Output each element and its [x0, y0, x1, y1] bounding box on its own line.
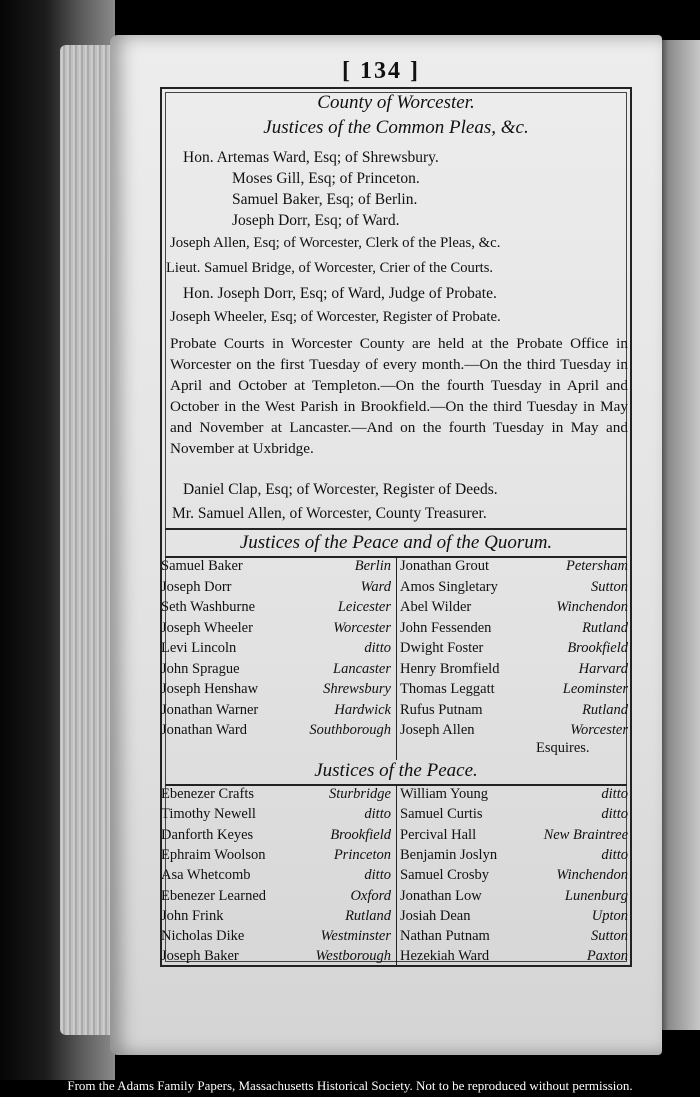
justice-town: Southborough [309, 722, 391, 738]
justice-name: Abel Wilder [400, 599, 472, 615]
justice-name: Joseph Allen [400, 722, 475, 738]
justice-town: Brookfield [330, 826, 391, 843]
clerk-line: Joseph Allen, Esq; of Worcester, Clerk of the Pleas, &c. [170, 235, 501, 251]
county-title: County of Worcester. [317, 92, 475, 113]
justice-name: Rufus Putnam [400, 701, 483, 718]
justice-town: Worcester [570, 722, 628, 738]
justice-row [161, 681, 391, 701]
justice-town: ditto [364, 867, 391, 884]
justice-name: Asa Whetcomb [161, 867, 251, 884]
justice-name: Josiah Dean [400, 907, 471, 924]
justice-town: Sutton [590, 578, 628, 595]
justice-town: Shrewsbury [323, 681, 391, 697]
justice-row [161, 640, 391, 660]
justice-town: Upton [591, 907, 628, 924]
justice-town: ditto [601, 806, 628, 823]
justice-name: Hezekiah Ward [400, 948, 490, 965]
justice-row [400, 827, 628, 847]
judge-probate-line: Hon. Joseph Dorr, Esq; of Ward, Judge of Probate. [183, 285, 497, 302]
justice-town: Lunenburg [564, 887, 628, 904]
justice-name: Jonathan Warner [161, 701, 259, 718]
archive-credit-footer: From the Adams Family Papers, Massachusetts Historical Society. Not to be reproduced without permission. [67, 1078, 633, 1093]
justice-name: Samuel Baker [161, 558, 243, 574]
justice-name: Benjamin Joslyn [400, 846, 498, 863]
justice-town: Princeton [333, 846, 391, 863]
justice-name: William Young [400, 786, 489, 802]
justice-row [161, 928, 391, 948]
justice-name: Samuel Crosby [400, 867, 490, 884]
treasurer-line: Mr. Samuel Allen, of Worcester, County Treasurer. [172, 505, 487, 522]
justice-row [400, 579, 628, 599]
justice-town: ditto [364, 640, 391, 656]
justice-name: Danforth Keyes [161, 826, 254, 843]
justice-name: Joseph Henshaw [161, 681, 259, 697]
justice-row [161, 847, 391, 867]
justice-row [400, 558, 628, 578]
column-divider [396, 784, 397, 967]
justice-name: Joseph Wheeler [161, 619, 253, 636]
justice-line: Hon. Artemas Ward, Esq; of Shrewsbury. [183, 149, 439, 166]
justice-row [400, 661, 628, 681]
justice-name: Thomas Leggatt [400, 681, 495, 697]
peace-heading: Justices of the Peace. [314, 760, 478, 781]
justice-row [161, 888, 391, 908]
justice-town: ditto [364, 806, 391, 823]
quorum-heading: Justices of the Peace and of the Quorum. [239, 532, 553, 553]
justice-line: Moses Gill, Esq; of Princeton. [232, 170, 420, 187]
justice-town: Rutland [582, 619, 628, 636]
justice-row [400, 948, 628, 968]
justice-row [400, 722, 628, 742]
justice-name: Percival Hall [400, 826, 477, 843]
justice-town: Westborough [315, 948, 391, 965]
justice-name: John Frink [161, 907, 224, 924]
justice-row [400, 888, 628, 908]
justice-row [400, 620, 628, 640]
justice-row [161, 599, 391, 619]
justice-town: Hardwick [334, 701, 391, 718]
column-divider [396, 556, 397, 760]
justice-row [400, 847, 628, 867]
justice-row [161, 620, 391, 640]
justice-name: Dwight Foster [400, 640, 484, 656]
justice-row [400, 640, 628, 660]
justice-name: Henry Bromfield [400, 660, 500, 677]
justice-town: Lancaster [333, 660, 391, 677]
justice-town: Paxton [586, 948, 628, 965]
crier-line: Lieut. Samuel Bridge, of Worcester, Crier of the Courts. [166, 260, 494, 276]
justice-row [400, 702, 628, 722]
justice-row [161, 806, 391, 826]
justice-name: Joseph Dorr [161, 578, 232, 595]
justice-town: Rutland [582, 701, 628, 718]
common-pleas-heading: Justices of the Common Pleas, &c. [263, 117, 529, 138]
justice-town: Ward [360, 578, 391, 595]
justice-name: Nicholas Dike [161, 928, 245, 945]
justice-town: Worcester [333, 619, 391, 636]
justice-town: Rutland [345, 907, 391, 924]
justice-town: Brookfield [567, 640, 628, 656]
justice-row [400, 908, 628, 928]
justice-row [161, 722, 391, 742]
justice-row [400, 867, 628, 887]
justice-row [161, 827, 391, 847]
justice-line: Samuel Baker, Esq; of Berlin. [232, 191, 418, 208]
justice-town: Westminster [320, 928, 391, 945]
justice-town: ditto [601, 786, 628, 802]
justice-town: New Braintree [543, 826, 628, 843]
justice-name: Samuel Curtis [400, 806, 483, 823]
justice-row [400, 806, 628, 826]
justice-town: Leominster [562, 681, 628, 697]
justice-row [161, 948, 391, 968]
esquires-label: Esquires. [536, 740, 590, 756]
justice-row [161, 558, 391, 578]
section-rule [165, 528, 627, 530]
justice-name: Jonathan Ward [161, 722, 247, 738]
justice-row [161, 786, 391, 806]
justice-line: Joseph Dorr, Esq; of Ward. [232, 212, 400, 229]
justice-town: Sutton [590, 928, 628, 945]
justice-name: Jonathan Low [400, 887, 482, 904]
justice-name: Ebenezer Crafts [161, 786, 254, 802]
justice-town: Oxford [350, 887, 391, 904]
justice-town: Winchendon [556, 599, 628, 615]
justice-name: Nathan Putnam [400, 928, 490, 945]
register-deeds-line: Daniel Clap, Esq; of Worcester, Register of Deeds. [183, 481, 498, 498]
justice-name: Levi Lincoln [161, 640, 237, 656]
register-probate-line: Joseph Wheeler, Esq; of Worcester, Register of Probate. [170, 309, 501, 325]
justice-name: Ephraim Woolson [161, 846, 266, 863]
justice-town: Leicester [337, 599, 391, 615]
justice-name: John Sprague [161, 660, 240, 677]
page-number: [ 134 ] [342, 58, 420, 84]
justice-town: Winchendon [556, 867, 628, 884]
justice-town: Harvard [578, 660, 628, 677]
probate-courts-paragraph: Probate Courts in Worcester County are held at the Probate Office in Worcester on the first Tuesday of every month.—On the third Tuesday in April and October at Templeton.—On the fourth Tuesday in April and October in the West Parish in Brookfield.—On the third Tuesday in May and November at Lancaster.—And on the fourth Tuesday in May and November at Uxbridge. [170, 335, 628, 457]
justice-row [161, 908, 391, 928]
justice-row [161, 867, 391, 887]
justice-name: John Fessenden [400, 619, 492, 636]
justice-town: ditto [601, 846, 628, 863]
justice-name: Joseph Baker [161, 948, 239, 965]
justice-name: Amos Singletary [400, 578, 498, 595]
justice-row [400, 786, 628, 806]
justice-town: Sturbridge [328, 786, 391, 802]
justice-name: Timothy Newell [161, 806, 256, 823]
justice-name: Ebenezer Learned [161, 887, 267, 904]
justice-row [400, 681, 628, 701]
justice-name: Seth Washburne [161, 599, 256, 615]
justice-name: Jonathan Grout [400, 558, 489, 574]
justice-town: Petersham [565, 558, 628, 574]
justice-row [161, 702, 391, 722]
justice-row [161, 661, 391, 681]
justice-row [400, 928, 628, 948]
justice-town: Berlin [354, 558, 391, 574]
justice-row [400, 599, 628, 619]
justice-row [161, 579, 391, 599]
